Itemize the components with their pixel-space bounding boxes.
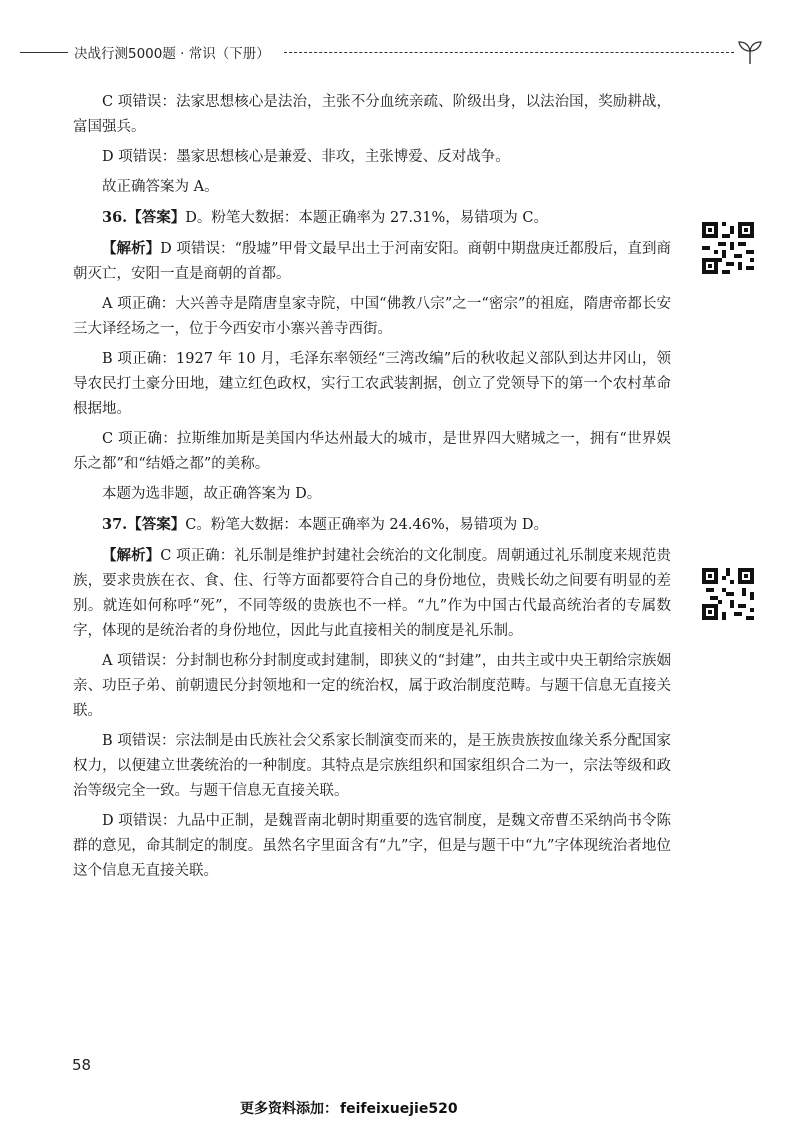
footer-contact-note — [238, 1098, 458, 1118]
question-37-answer — [73, 512, 671, 538]
header-rule-right — [284, 52, 734, 53]
qr-code-question-36[interactable] — [702, 222, 754, 274]
paragraph-a-wrong-feudal: A 项错误：分封制也称分封制度或封建制，即狭义的“封建”，由共主或中央王朝给宗族姻亲、功臣子弟、前朝遗民分封领地和一定的统治权，属于政治制度范畴。与题干信息无直接关联。 — [73, 653, 671, 719]
header-rule-left — [20, 52, 68, 53]
answer-text: D。粉笔大数据：本题正确率为 27.31%，易错项为 C。 — [185, 210, 548, 226]
footer-contact-id: feifeixuejie520 — [340, 1101, 458, 1117]
qr-code-question-37[interactable] — [702, 568, 754, 620]
question-37-analysis — [73, 543, 671, 644]
paragraph-c-correct: C 项正确：拉斯维加斯是美国内华达州最大的城市，是世界四大赌城之一，拥有“世界娱乐之都”和“结婚之都”的美称。 — [73, 431, 671, 472]
answer-label: 37.【答案】 — [102, 516, 186, 533]
running-header — [0, 38, 800, 64]
paragraph-b-correct: B 项正确：1927 年 10 月，毛泽东率领经“三湾改编”后的秋收起义部队到达井冈山，领导农民打土豪分田地，建立红色政权，实行工农武装割据，创立了党领导下的第一个农村革命根据地。 — [73, 351, 671, 417]
paragraph-answer-d: 本题为选非题，故正确答案为 D。 — [102, 486, 322, 502]
footer-label: 更多资料添加： — [240, 1101, 338, 1117]
book-title: 决战行测5000题 · 常识（下册） — [74, 46, 270, 62]
page-number: 58 — [72, 1056, 92, 1074]
question-36-answer — [73, 205, 671, 231]
analysis-text: D 项错误：“殷墟”甲骨文最早出土于河南安阳。商朝中期盘庚迁都殷后，直到商朝灭亡，安阳一直是商朝的首都。 — [73, 241, 672, 282]
answer-label: 36.【答案】 — [102, 209, 186, 226]
paragraph-d-wrong-mohism: D 项错误：墨家思想核心是兼爱、非攻，主张博爱、反对战争。 — [102, 149, 510, 165]
paragraph-d-wrong-nine-rank: D 项错误：九品中正制，是魏晋南北朝时期重要的选官制度，是魏文帝曹丕采纳尚书令陈群的意见，命其制定的制度。虽然名字里面含有“九”字，但是与题干中“九”字体现统治者地位这个信息无直接关联。 — [73, 813, 671, 879]
analysis-label: 【解析】 — [102, 547, 161, 564]
sprout-icon — [734, 38, 766, 66]
analysis-label: 【解析】 — [102, 240, 161, 257]
answer-text: C。粉笔大数据：本题正确率为 24.46%，易错项为 D。 — [185, 517, 548, 533]
paragraph-a-correct: A 项正确：大兴善寺是隋唐皇家寺院，中国“佛教八宗”之一“密宗”的祖庭，隋唐帝都长安三大译经场之一，位于今西安市小寨兴善寺西街。 — [73, 296, 671, 337]
paragraph-c-wrong-legalism: C 项错误：法家思想核心是法治，主张不分血统亲疏、阶级出身，以法治国，奖励耕战，富国强兵。 — [73, 94, 671, 135]
analysis-text: C 项正确：礼乐制是维护封建社会统治的文化制度。周朝通过礼乐制度来规范贵族，要求贵族在衣、食、住、行等方面都要符合自己的身份地位，贵贱长幼之间要有明显的差别。就连如何称呼“死”，不同等级的贵族也不一样。“九”作为中国古代最高统治者的专属数字，体现的是统治者的身份地位，因此与此直接相关的制度是礼乐制。 — [73, 548, 672, 639]
explanation-body — [73, 90, 671, 889]
paragraph-answer-a: 故正确答案为 A。 — [102, 179, 219, 195]
question-36-analysis — [73, 236, 671, 287]
paragraph-b-wrong-patriarchal: B 项错误：宗法制是由氏族社会父系家长制演变而来的，是王族贵族按血缘关系分配国家权力，以便建立世袭统治的一种制度。其特点是宗族组织和国家组织合二为一，宗法等级和政治等级完全一致。与题干信息无直接关联。 — [73, 733, 671, 799]
